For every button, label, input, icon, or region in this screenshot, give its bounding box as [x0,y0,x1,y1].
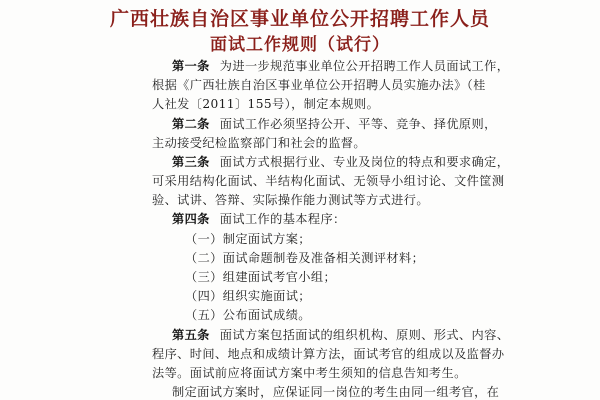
article-1-line-2: 根据《广西壮族自治区事业单位公开招聘人员实施办法》（桂 [152,78,486,93]
article-4-item-4: （四）组织实施面试； [185,289,311,304]
article-5-line-1: 第五条 面试方案包括面试的组织机构、原则、形式、内容、 [172,327,510,342]
article-3-line-3: 验、试讲、答辩、实际操作能力测试等方式进行。 [152,193,429,208]
document-title-line-1: 广西壮族自治区事业单位公开招聘工作人员 [109,8,490,30]
article-4-label: 第四条 [172,212,210,227]
article-4-item-3: （三）组建面试考官小组； [185,269,337,284]
article-5-line-2: 程序、时间、地点和成绩计算方法，面试考官的组成以及监督办 [152,346,505,361]
article-2-line-2: 主动接受纪检监察部门和社会的监督。 [152,135,366,150]
article-1-line-3: 人社发〔2011〕155号），制定本规则。 [152,97,380,112]
article-2-label: 第二条 [172,116,210,131]
article-4-item-1: （一）制定面试方案； [185,231,311,246]
article-3-line-2: 可采用结构化面试、半结构化面试、无领导小组讨论、文件筐测 [152,174,505,189]
article-3-line-1: 第三条 面试方式根据行业、专业及岗位的特点和要求确定， [172,154,510,169]
article-3-label: 第三条 [172,154,210,169]
article-5-line-3: 法等。面试前应将面试方案中考生须知的信息告知考生。 [152,365,467,380]
article-4-item-2: （二）面试命题制卷及准备相关测评材料； [185,250,425,265]
article-4-item-5: （五）公布面试成绩。 [185,308,311,323]
article-2-line-1: 第二条 面试工作必须坚持公开、平等、竞争、择优原则， [172,116,497,131]
article-4-line-1: 第四条 面试工作的基本程序： [172,212,346,227]
article-1-line-1: 第一条 为进一步规范事业单位公开招聘工作人员面试工作， [172,59,510,73]
article-1-label: 第一条 [172,59,210,73]
article-5-line-4: 制定面试方案时，应保证同一岗位的考生由同一组考官，在 [172,385,500,399]
document-title-line-2: 面试工作规则（试行） [210,35,390,55]
article-5-label: 第五条 [172,327,210,342]
